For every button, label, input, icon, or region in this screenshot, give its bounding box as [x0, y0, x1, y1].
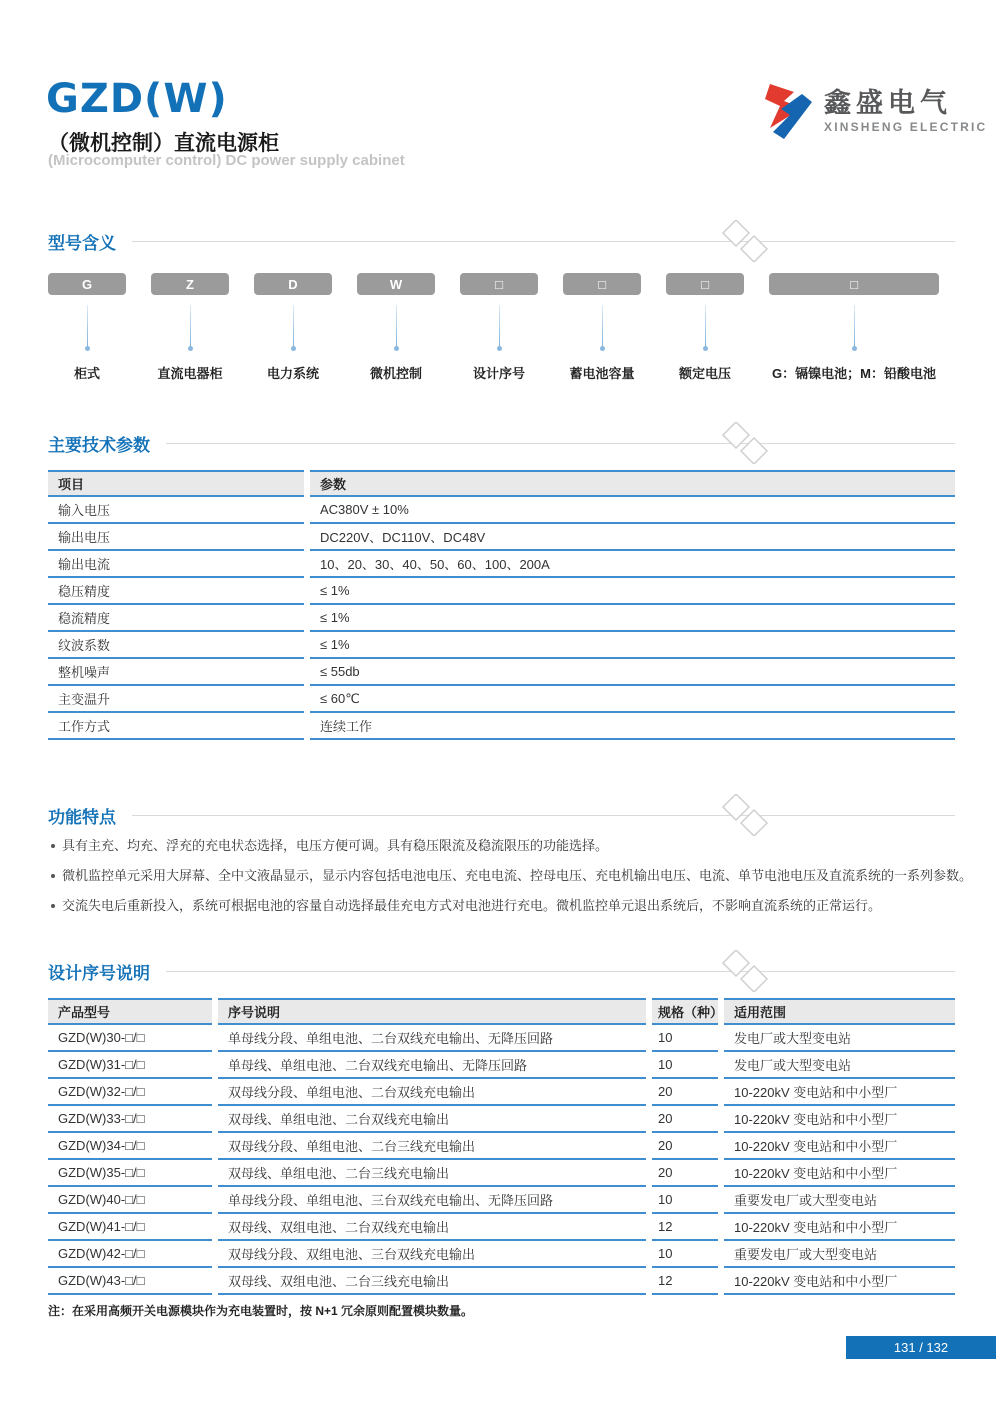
product-model: GZD(W)31-□/□ — [48, 1052, 212, 1079]
section-title-row — [48, 958, 955, 984]
feature-item: 微机监控单元采用大屏幕、全中文液晶显示，显示内容包括电池电压、充电电流、控母电压、充电机输出电压、电流、单节电池电压及直流系统的一系列参数。 — [48, 868, 955, 884]
param-value: AC380V ± 10% — [310, 497, 955, 524]
fold-decoration-icon — [700, 950, 790, 992]
section-tech-params — [48, 430, 955, 740]
table-row — [48, 1214, 955, 1241]
product-model: GZD(W)33-□/□ — [48, 1106, 212, 1133]
serial-description: 双母线、双组电池、二台双线充电输出 — [218, 1214, 646, 1241]
model-code-boxes — [48, 273, 955, 295]
spec-count: 12 — [652, 1268, 718, 1295]
serial-description: 双母线分段、单组电池、二台三线充电输出 — [218, 1133, 646, 1160]
product-model-logo: GZD(W) — [46, 76, 228, 122]
brand-name-cn: 鑫盛电气 — [824, 88, 952, 118]
param-name: 稳流精度 — [48, 605, 304, 632]
product-model: GZD(W)42-□/□ — [48, 1241, 212, 1268]
application-scope: 10-220kV 变电站和中小型厂 — [724, 1106, 955, 1133]
model-code-label: 电力系统 — [266, 366, 319, 381]
spec-count: 20 — [652, 1106, 718, 1133]
column-header: 序号说明 — [218, 998, 646, 1025]
section-model-meaning — [48, 228, 955, 382]
table-row — [48, 1025, 955, 1052]
model-code-label: 柜式 — [73, 366, 100, 381]
param-name: 主变温升 — [48, 686, 304, 713]
model-code-box: Z — [151, 273, 229, 295]
spec-count: 20 — [652, 1133, 718, 1160]
model-code-label: 额定电压 — [678, 366, 731, 381]
param-name: 纹波系数 — [48, 632, 304, 659]
table-row — [48, 1133, 955, 1160]
model-code-label: 微机控制 — [369, 366, 422, 381]
param-value: ≤ 60℃ — [310, 686, 955, 713]
spec-count: 10 — [652, 1052, 718, 1079]
product-model: GZD(W)35-□/□ — [48, 1160, 212, 1187]
table-row — [48, 632, 955, 659]
table-row — [48, 578, 955, 605]
param-name: 输出电流 — [48, 551, 304, 578]
table-row — [48, 1241, 955, 1268]
product-model: GZD(W)30-□/□ — [48, 1025, 212, 1052]
connector-line — [87, 305, 88, 347]
section-title: 功能特点 — [48, 807, 116, 827]
page-title: （微机控制）直流电源柜 — [48, 132, 279, 155]
section-features — [48, 802, 973, 928]
table-header-row — [48, 998, 955, 1025]
page-number-badge: 131 / 132 — [846, 1336, 996, 1359]
connector-line — [499, 305, 500, 347]
feature-list — [48, 838, 973, 914]
application-scope: 10-220kV 变电站和中小型厂 — [724, 1214, 955, 1241]
spec-count: 10 — [652, 1241, 718, 1268]
spec-count: 20 — [652, 1079, 718, 1106]
model-code-label: 直流电器柜 — [157, 366, 223, 381]
table-row — [48, 605, 955, 632]
column-header: 规格（种） — [652, 998, 718, 1025]
table-footnote: 注：在采用高频开关电源模块作为充电装置时，按 N+1 冗余原则配置模块数量。 — [48, 1304, 474, 1318]
model-code-box: □ — [666, 273, 744, 295]
section-title: 型号含义 — [48, 233, 116, 253]
table-row — [48, 497, 955, 524]
application-scope: 10-220kV 变电站和中小型厂 — [724, 1160, 955, 1187]
table-row — [48, 524, 955, 551]
serial-description: 单母线、单组电池、二台双线充电输出、无降压回路 — [218, 1052, 646, 1079]
brand-block — [762, 82, 987, 140]
product-model: GZD(W)41-□/□ — [48, 1214, 212, 1241]
param-name: 输出电压 — [48, 524, 304, 551]
param-name: 输入电压 — [48, 497, 304, 524]
model-code-label: 蓄电池容量 — [569, 366, 635, 381]
design-serial-table — [48, 998, 955, 1295]
param-name: 工作方式 — [48, 713, 304, 740]
fold-decoration-icon — [700, 422, 790, 464]
connector-line — [190, 305, 191, 347]
application-scope: 发电厂或大型变电站 — [724, 1025, 955, 1052]
table-row — [48, 1160, 955, 1187]
section-title-row — [48, 430, 955, 456]
column-header: 适用范围 — [724, 998, 955, 1025]
model-code-box: □ — [460, 273, 538, 295]
connector-lines — [48, 301, 955, 349]
title-divider — [132, 815, 955, 816]
spec-count: 10 — [652, 1025, 718, 1052]
model-code-box: □ — [769, 273, 939, 295]
model-code-label: G：镉镍电池；M：铅酸电池 — [772, 366, 936, 381]
serial-description: 双母线、单组电池、二台双线充电输出 — [218, 1106, 646, 1133]
model-code-labels — [48, 363, 955, 382]
column-header: 项目 — [48, 470, 304, 497]
fold-decoration-icon — [700, 220, 790, 262]
param-value: ≤ 1% — [310, 605, 955, 632]
application-scope: 10-220kV 变电站和中小型厂 — [724, 1079, 955, 1106]
connector-line — [293, 305, 294, 347]
table-row — [48, 1079, 955, 1106]
model-code-box: G — [48, 273, 126, 295]
table-row — [48, 686, 955, 713]
model-code-label: 设计序号 — [472, 366, 525, 381]
model-code-box: W — [357, 273, 435, 295]
page-subtitle: (Microcomputer control) DC power supply cabinet — [48, 152, 405, 169]
application-scope: 重要发电厂或大型变电站 — [724, 1241, 955, 1268]
section-title-row — [48, 802, 955, 828]
serial-description: 双母线、单组电池、二台三线充电输出 — [218, 1160, 646, 1187]
brand-name-en: XINSHENG ELECTRIC — [824, 120, 988, 134]
param-value: DC220V、DC110V、DC48V — [310, 524, 955, 551]
application-scope: 发电厂或大型变电站 — [724, 1052, 955, 1079]
model-code-box: D — [254, 273, 332, 295]
serial-description: 双母线、双组电池、二台三线充电输出 — [218, 1268, 646, 1295]
param-name: 整机噪声 — [48, 659, 304, 686]
title-divider — [132, 241, 955, 242]
serial-description: 单母线分段、单组电池、三台双线充电输出、无降压回路 — [218, 1187, 646, 1214]
table-row — [48, 1106, 955, 1133]
table-row — [48, 551, 955, 578]
xinsheng-logo-icon — [762, 82, 814, 140]
serial-description: 单母线分段、单组电池、二台双线充电输出、无降压回路 — [218, 1025, 646, 1052]
tech-params-table — [48, 470, 955, 740]
feature-item: 交流失电后重新投入，系统可根据电池的容量自动选择最佳充电方式对电池进行充电。微机监控单元退出系统后，不影响直流系统的正常运行。 — [48, 898, 955, 914]
serial-description: 双母线分段、单组电池、二台双线充电输出 — [218, 1079, 646, 1106]
param-value: ≤ 1% — [310, 578, 955, 605]
application-scope: 10-220kV 变电站和中小型厂 — [724, 1268, 955, 1295]
table-row — [48, 1187, 955, 1214]
table-row — [48, 713, 955, 740]
product-model: GZD(W)34-□/□ — [48, 1133, 212, 1160]
spec-count: 10 — [652, 1187, 718, 1214]
spec-count: 20 — [652, 1160, 718, 1187]
model-code-box: □ — [563, 273, 641, 295]
connector-line — [396, 305, 397, 347]
param-value: 连续工作 — [310, 713, 955, 740]
column-header: 参数 — [310, 470, 955, 497]
section-title-row — [48, 228, 955, 254]
table-row — [48, 1268, 955, 1295]
column-header: 产品型号 — [48, 998, 212, 1025]
product-model: GZD(W)43-□/□ — [48, 1268, 212, 1295]
section-title: 设计序号说明 — [48, 963, 150, 983]
application-scope: 重要发电厂或大型变电站 — [724, 1187, 955, 1214]
title-divider — [166, 443, 955, 444]
connector-line — [705, 305, 706, 347]
table-row — [48, 1052, 955, 1079]
spec-count: 12 — [652, 1214, 718, 1241]
fold-decoration-icon — [700, 794, 790, 836]
product-model: GZD(W)32-□/□ — [48, 1079, 212, 1106]
connector-line — [602, 305, 603, 347]
section-design-serial — [48, 958, 955, 1319]
connector-line — [854, 305, 855, 347]
param-value: 10、20、30、40、50、60、100、200A — [310, 551, 955, 578]
param-value: ≤ 1% — [310, 632, 955, 659]
serial-description: 双母线分段、双组电池、三台双线充电输出 — [218, 1241, 646, 1268]
section-title: 主要技术参数 — [48, 435, 150, 455]
param-value: ≤ 55db — [310, 659, 955, 686]
brand-text — [824, 88, 987, 134]
application-scope: 10-220kV 变电站和中小型厂 — [724, 1133, 955, 1160]
table-row — [48, 659, 955, 686]
feature-item: 具有主充、均充、浮充的充电状态选择，电压方便可调。具有稳压限流及稳流限压的功能选择。 — [48, 838, 955, 854]
table-header-row — [48, 470, 955, 497]
product-model: GZD(W)40-□/□ — [48, 1187, 212, 1214]
title-divider — [166, 971, 955, 972]
param-name: 稳压精度 — [48, 578, 304, 605]
